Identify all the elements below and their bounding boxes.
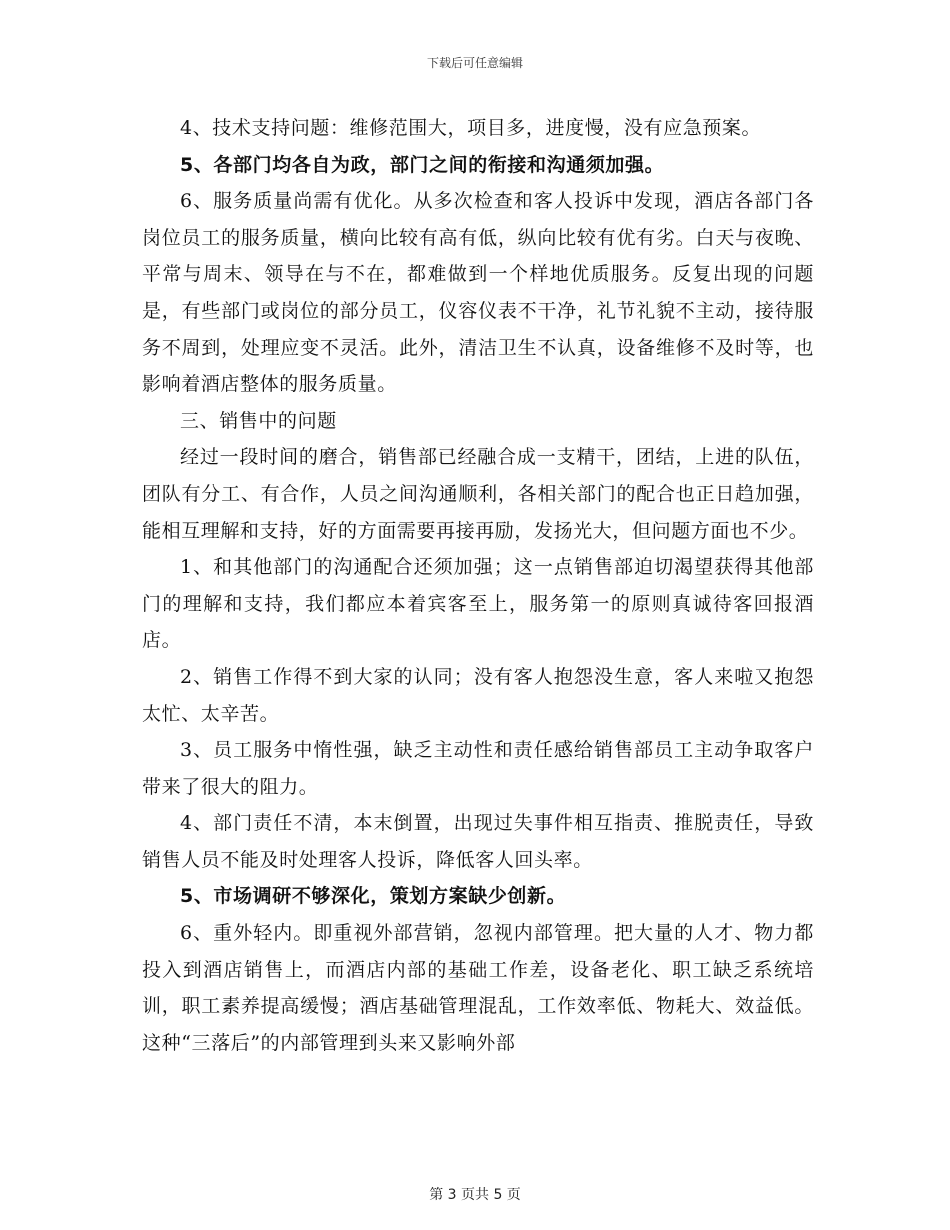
paragraph-sales-item-4: 4、部门责任不清，本末倒置，出现过失事件相互指责、推脱责任，导致销售人员不能及时处理客人投诉，降低客人回头率。 <box>142 812 814 871</box>
section-heading-sales: 三、销售中的问题 <box>180 409 337 432</box>
paragraph-sales-item-6: 6、重外轻内。即重视外部营销，忽视内部管理。把大量的人才、物力都投入到酒店销售上，而酒店内部的基础工作差，设备老化、职工缺乏系统培训，职工素养提高缓慢；酒店基础管理混乱，工作效率低、物耗大、效益低。这种“三落后”的内部管理到头来又影响外部 <box>142 922 814 1054</box>
page-header: 下载后可任意编辑 <box>426 56 523 70</box>
paragraph-departments-bold: 5、各部门均各自为政，部门之间的衔接和沟通须加强。 <box>180 153 665 176</box>
paragraph-tech-support: 4、技术支持问题：维修范围大，项目多，进度慢，没有应急预案。 <box>180 117 762 139</box>
paragraph-sales-item-1: 1、和其他部门的沟通配合还须加强；这一点销售部迫切渴望获得其他部门的理解和支持，我们都应本着宾客至上，服务第一的原则真诚待客回报酒店。 <box>142 556 814 652</box>
page-footer: 第 3 页共 5 页 <box>429 1187 521 1203</box>
paragraph-service-quality: 6、服务质量尚需有优化。从多次检查和客人投诉中发现，酒店各部门各岗位员工的服务质量，横向比较有高有低，纵向比较有优有劣。白天与夜晚、平常与周末、领导在与不在，都难做到一个样地优质服务。反复出现的问题是，有些部门或岗位的部分员工，仪容仪表不干净，礼节礼貌不主动，接待服务不周到，处理应变不灵活。此外，清洁卫生不认真，设备维修不及时等，也影响着酒店整体的服务质量。 <box>142 190 814 396</box>
paragraph-sales-item-5-bold: 5、市场调研不够深化，策划方案缺少创新。 <box>180 885 567 908</box>
paragraph-sales-item-3: 3、员工服务中惰性强，缺乏主动性和责任感给销售部员工主动争取客户带来了很大的阻力。 <box>142 739 814 798</box>
paragraph-sales-item-2: 2、销售工作得不到大家的认同；没有客人抱怨没生意，客人来啦又抱怨太忙、太辛苦。 <box>142 665 814 725</box>
paragraph-sales-intro: 经过一段时间的磨合，销售部已经融合成一支精干，团结，上进的队伍，团队有分工、有合作，人员之间沟通顺利，各相关部门的配合也正日趋加强，能相互理解和支持，好的方面需要再接再励，发扬光大，但问题方面也不少。 <box>142 446 814 542</box>
document-body <box>142 110 814 1061</box>
